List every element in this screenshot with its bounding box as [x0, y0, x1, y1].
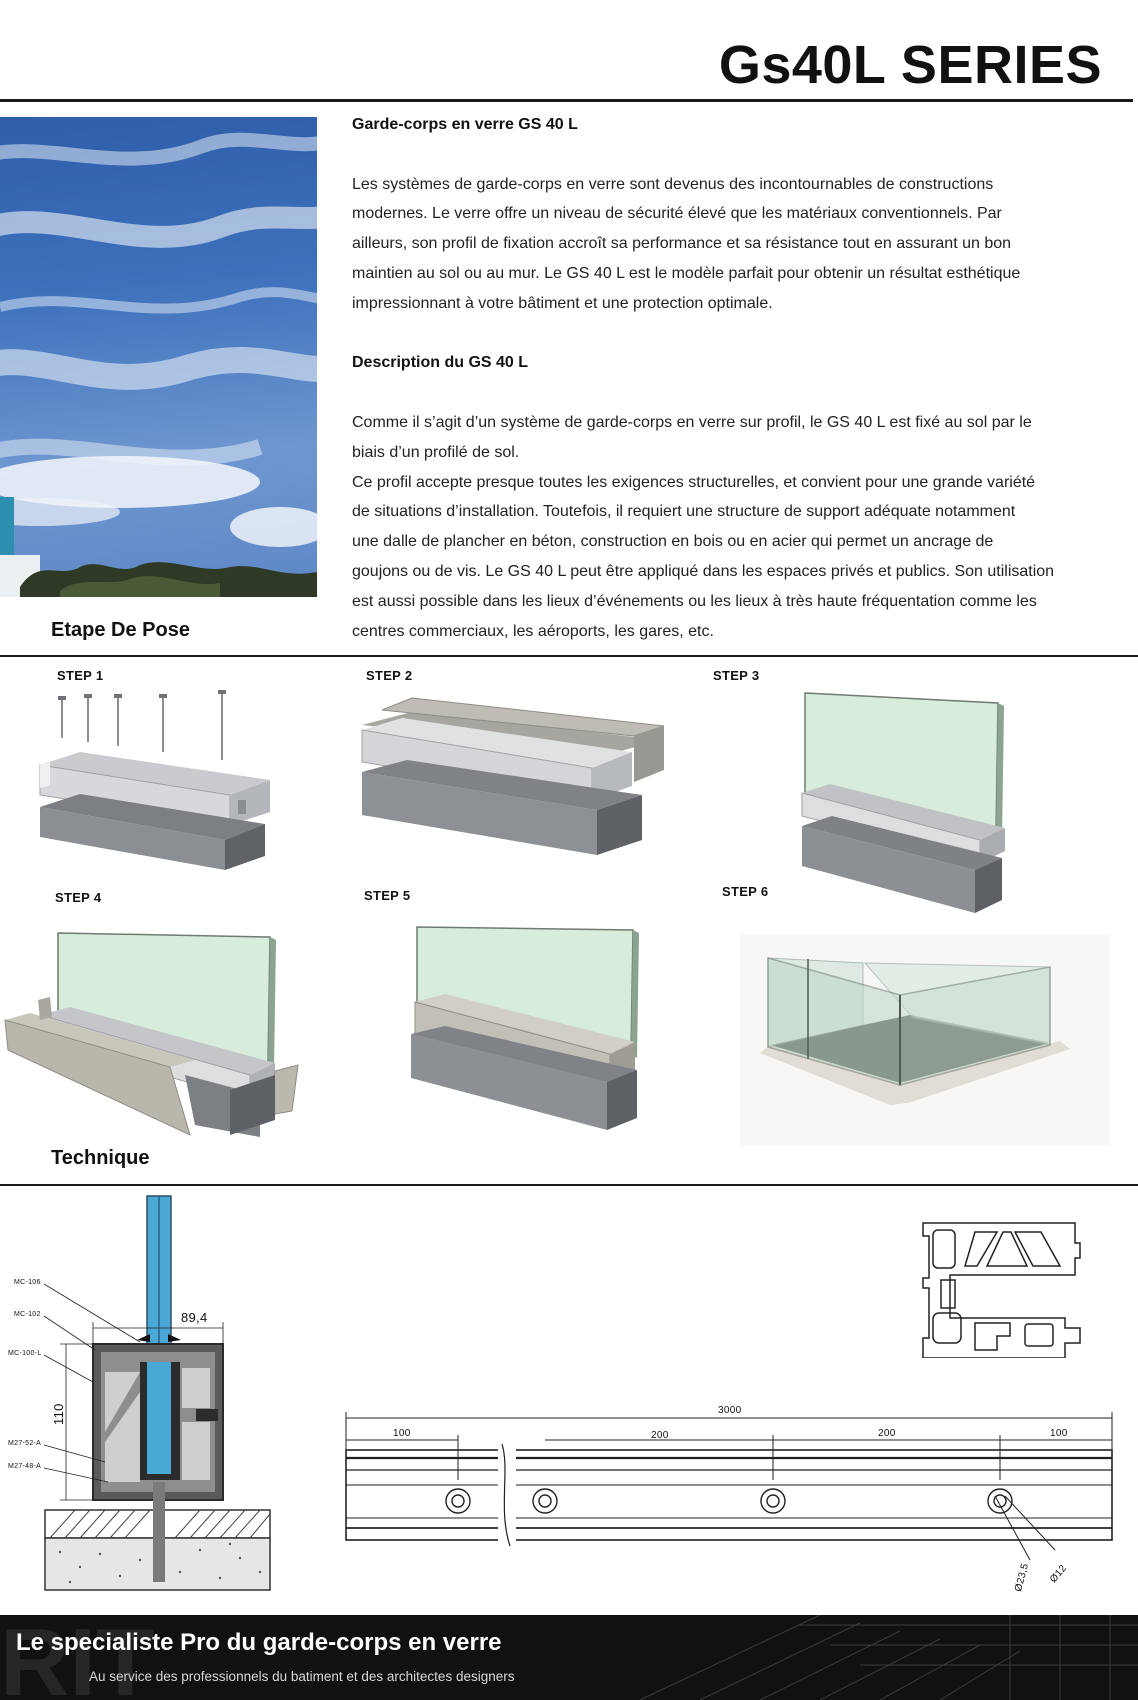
profile-outline-drawing	[915, 1218, 1085, 1358]
dim-hole-inner: Ø12	[1048, 1562, 1070, 1586]
header-divider	[0, 99, 1133, 102]
dim-height: 110	[51, 1403, 66, 1425]
footer-subtitle: Au service des professionnels du batiment et des architectes designers	[89, 1669, 515, 1684]
step-5-label: STEP 5	[364, 888, 411, 903]
sky-photo	[0, 117, 317, 597]
intro-line: modernes. Le verre offre un niveau de sécurité élevé que les matériaux conventionnels. Par	[352, 205, 1002, 223]
dim-segment-1: 100	[393, 1428, 411, 1439]
install-heading: Etape De Pose	[51, 619, 190, 641]
description-line: Ce profil accepte presque toutes les exigences structurelles, et convient pour une grande variété	[352, 473, 1036, 491]
dim-hole-outer: Ø23,5	[1013, 1562, 1032, 1593]
dim-segment-3: 200	[878, 1428, 896, 1439]
intro-line: ailleurs, son profil de fixation accroît sa performance et sa résistance tout en assurant un bon	[352, 235, 1012, 253]
step-1-label: STEP 1	[57, 668, 104, 683]
intro-heading: Garde-corps en verre GS 40 L	[352, 116, 578, 133]
step-6-label: STEP 6	[722, 884, 769, 899]
label-mc100l: MC-100-L	[8, 1350, 42, 1357]
label-m2752a: M27-52-A	[8, 1440, 42, 1447]
intro-line: impressionnant à votre bâtiment et une protection optimale.	[352, 294, 773, 312]
description-line: goujons ou de vis. Le GS 40 L peut être appliqué dans les espaces privés et publics. Son utilisation	[352, 562, 1055, 580]
description-line: une dalle de plancher en béton, construction en bois ou en acier qui permet un ancrage de	[352, 533, 994, 551]
footer-banner	[0, 1615, 1138, 1700]
description-line: de situations d’installation. Toutefois, il requiert une structure de support adéquate notamment	[352, 503, 1016, 521]
label-mc106: MC-106	[14, 1279, 41, 1286]
dim-segment-4: 100	[1050, 1428, 1068, 1439]
description-heading: Description du GS 40 L	[352, 354, 529, 372]
footer-title: Le specialiste Pro du garde-corps en verre	[16, 1629, 502, 1656]
series-title: Gs40L SERIES	[718, 35, 1102, 95]
intro-line: Les systèmes de garde-corps en verre sont devenus des incontournables de constructions	[352, 175, 994, 193]
dim-total-length: 3000	[718, 1405, 742, 1416]
step-3-label: STEP 3	[713, 668, 760, 683]
description-line: Comme il s’agit d’un système de garde-corps en verre sur profil, le GS 40 L est fixé au sol par le	[352, 413, 1032, 431]
technique-heading: Technique	[51, 1147, 150, 1169]
step-4-illustration	[0, 925, 310, 1145]
step-2-label: STEP 2	[366, 668, 413, 683]
footer-watermark: RIT	[0, 1615, 155, 1700]
label-mc102: MC-102	[14, 1311, 41, 1318]
step-1-illustration	[20, 690, 280, 875]
technique-divider	[0, 1184, 1138, 1186]
article-body	[352, 110, 1097, 646]
profile-length-drawing	[340, 1400, 1120, 1590]
step-2-illustration	[352, 690, 682, 875]
label-m2748a: M27-48-A	[8, 1463, 42, 1470]
step-5-illustration	[405, 922, 650, 1152]
cross-section-drawing	[0, 1192, 290, 1602]
install-divider	[0, 655, 1138, 657]
description-line: biais d’un profilé de sol.	[352, 443, 520, 461]
step-4-label: STEP 4	[55, 890, 102, 905]
dim-segment-2: 200	[651, 1430, 669, 1441]
step-3-illustration	[790, 688, 1020, 920]
description-line: centres commerciaux, les aéroports, les gares, etc.	[352, 622, 714, 640]
footer-background-art	[0, 1615, 1138, 1700]
description-line: est aussi possible dans les lieux d’événements ou les lieux à très haute fréquentation comme les	[352, 592, 1037, 610]
step-6-illustration	[740, 935, 1110, 1145]
dim-width: 89,4	[181, 1310, 208, 1325]
intro-line: maintien au sol ou au mur. Le GS 40 L est le modèle parfait pour obtenir un résultat esthétique	[352, 264, 1021, 282]
